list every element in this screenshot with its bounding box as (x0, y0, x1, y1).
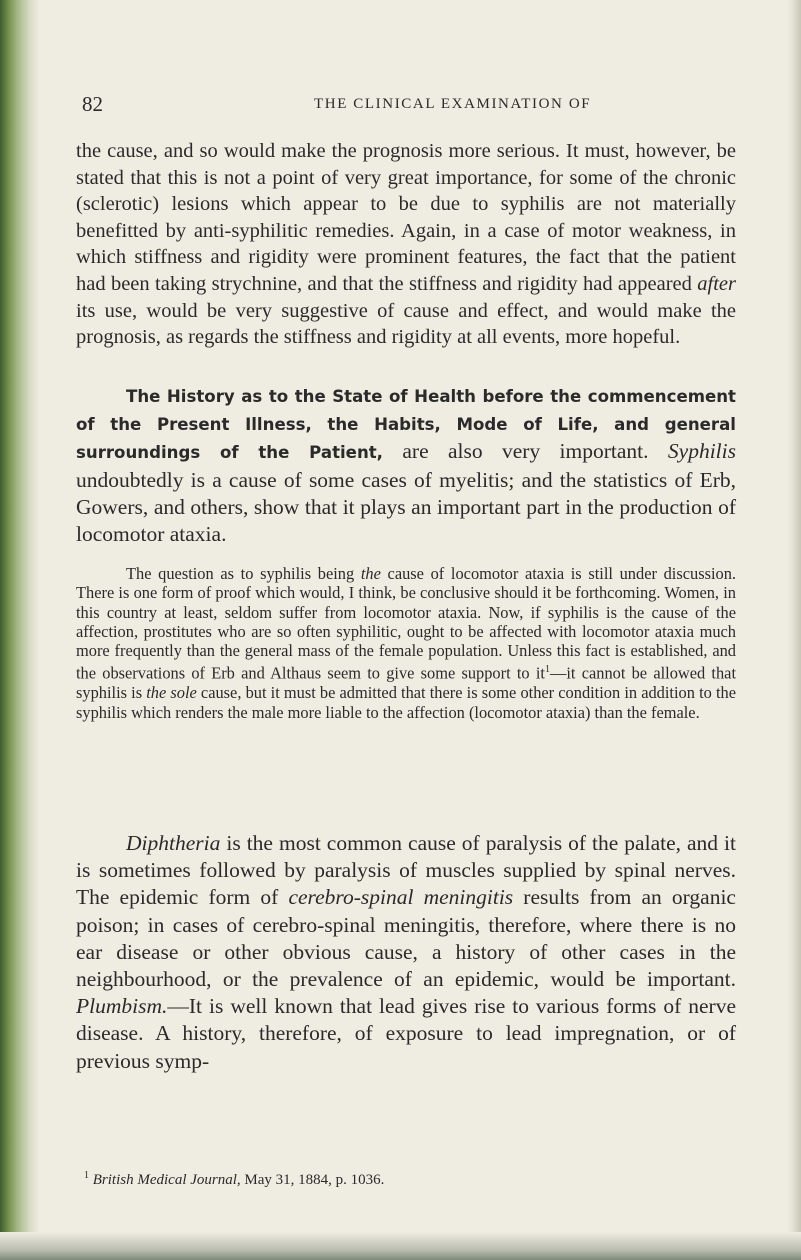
running-head (76, 92, 736, 120)
footnote: $^1$ British Medical Journal, May 31, 1884, p. 1036. (84, 1170, 385, 1188)
section-heading: The History as to the State of Health before the commencement of the Present Illness, the Habits, Mode of Life, and general surroundings of the Patient, (76, 387, 736, 463)
running-title: THE CLINICAL EXAMINATION OF (314, 96, 592, 112)
paragraph-history: The History as to the State of Health before the commencement of the Present Illness, the Habits, Mode of Life, and general surroundings of the Patient, are also very important. Syphilis undoubtedly is a cause of some cases of myelitis; and the statistics of Erb, Gowers, and others, show that it plays an important part in the production of locomotor ataxia. (76, 387, 736, 547)
page-number: 82 (82, 92, 103, 116)
paragraph-diphtheria: Diphtheria is the most common cause of paralysis of the palate, and it is sometimes followed by paralysis of muscles supplied by spinal nerves. The epidemic form of cerebro-spinal meningitis results from an organic poison; in cases of cerebro-spinal meningitis, therefore, where there is no ear disease or other obvious cause, a history of other cases in the neighbourhood, or the prevalence of an epidemic, would be important. Plumbism.—It is well known that lead gives rise to various forms of nerve disease. A history, therefore, of exposure to lead impregnation, or of previous symp- (76, 831, 736, 1073)
book-page (76, 0, 736, 1260)
footnote-marker: 1 (544, 664, 550, 676)
page-edge (787, 0, 801, 1260)
paragraph-prognosis: the cause, and so would make the prognosis more serious. It must, however, be stated that this is not a point of very great importance, for some of the chronic (sclerotic) lesions which appear to be due to syphilis are not materially benefitted by anti-syphilitic remedies. Again, in a case of motor weakness, in which stiffness and rigidity were prominent features, the fact that the patient had been taking strychnine, and that the stiffness and rigidity had appeared after its use, would be very suggestive of cause and effect, and would make the prognosis, as regards the stiffness and rigidity at all events, more hopeful. (76, 140, 736, 349)
paragraph-syphilis-question: The question as to syphilis being the cause of locomotor ataxia is still under discussion. There is one form of proof which would, I think, be conclusive should it be forthcoming. Women, in this country at least, seldom suffer from locomotor ataxia. Now, if syphilis is the cause of the affection, prostitutes who are so often syphilitic, ought to be affected with locomotor ataxia much more frequently than the general mass of the female population. Unless this fact is established, and the observations of Erb and Althaus seem to give some support to $it^1—it$ cannot be allowed that syphilis is the sole cause, but it must be admitted that there is some other condition in addition to the syphilis which renders the male more liable to the affection (locomotor ataxia) than the female. (76, 564, 737, 722)
book-spine-shadow (0, 0, 40, 1260)
